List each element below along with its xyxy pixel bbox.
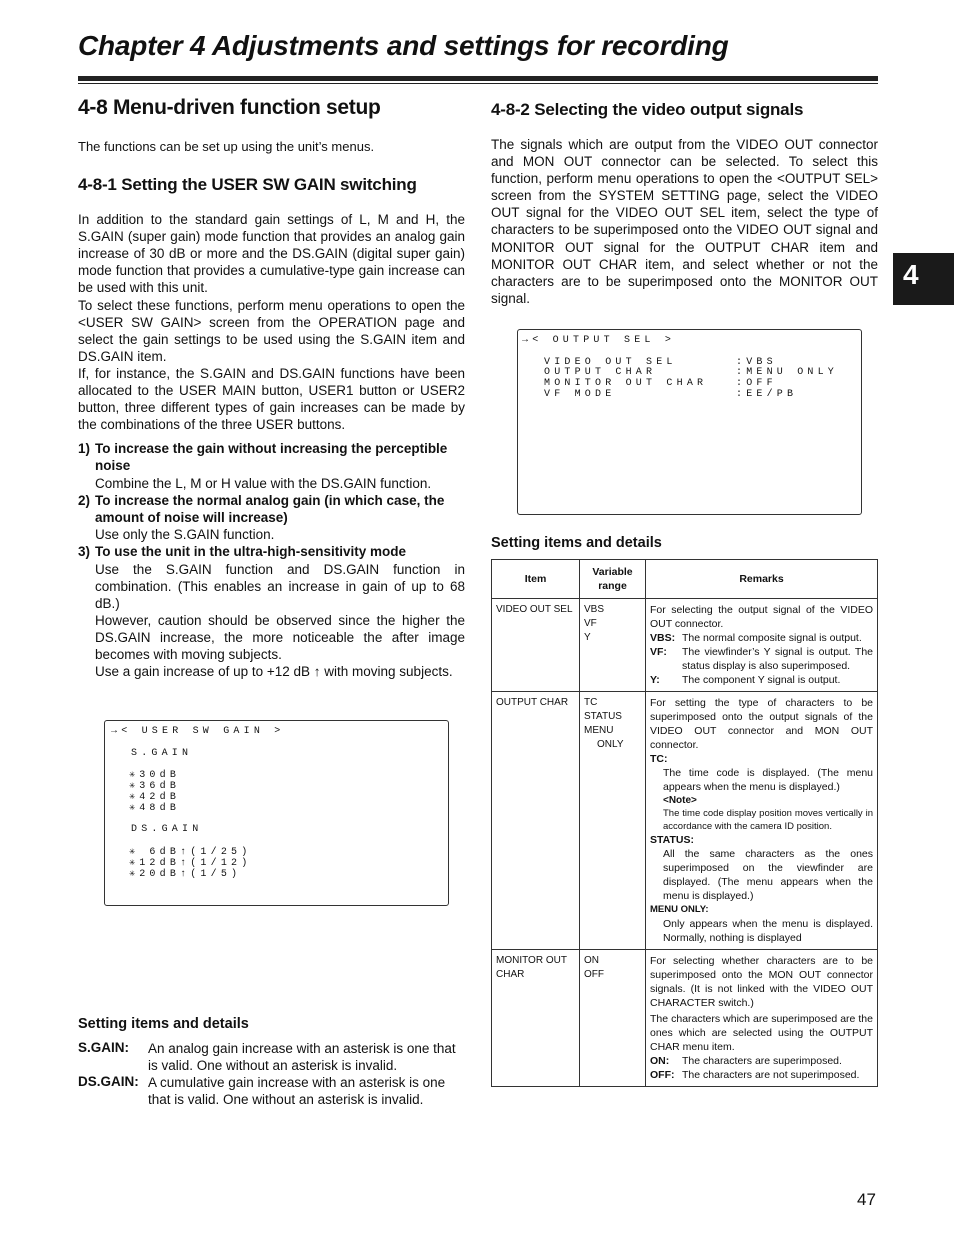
table-cell-item: OUTPUT CHAR [492,692,580,950]
remark-note-text: The time code display position moves vertically in accordance with the camera ID position. [663,808,873,832]
screen-line-sgain: S.GAIN [131,748,193,759]
remark-menu-only-label: MENU ONLY: [650,904,709,915]
def-term-sgain: S.GAIN: [78,1040,130,1055]
output-details-title: Setting items and details [491,535,662,551]
table-cell-item: MONITOR OUT CHAR [492,950,580,1087]
screen-line-20db: ✳20dB↑(1/5) [129,869,242,880]
chapter-tab-marker: 4 [893,253,954,305]
gain-para-1: In addition to the standard gain settings of L, M and H, the S.GAIN (super gain) mode function that provides an analog gain increase of 30 dB or more and the DS.GAIN (digital super gain) mode function that provides a cumulative-type gain increase can be used with this unit. [78,212,465,296]
output-sel-screen [517,329,862,515]
table-header-range: Variable range [580,560,646,599]
list-item-2-head [78,492,465,526]
range-value: ONLY [597,739,624,750]
screen-row-monitor-out-char-value: :OFF [736,378,777,389]
def-term-dsgain: DS.GAIN: [78,1074,139,1089]
table-cell-remarks [646,599,878,692]
gain-para-3: If, for instance, the S.GAIN and DS.GAIN functions have been allocated to the USER MAIN button, USER1 button or USER2 button, three different types of gain increases can be made by the combinations of the three USER buttons. [78,366,465,433]
subsection-title-gain: 4-8-1 Setting the USER SW GAIN switching [78,175,417,194]
range-value: MENU [584,725,614,736]
user-sw-gain-screen [104,720,449,906]
remark-tc-label: TC: [650,753,668,765]
remark-value: The normal composite signal is output. [682,632,862,644]
range-value: OFF [584,969,604,980]
remark-note-label: <Note> [663,795,697,806]
screen-row-video-out-sel-value: :VBS [736,357,777,368]
list-item-3-title: To use the unit in the ultra-high-sensitivity mode [95,544,407,559]
range-value: VBS [584,604,605,615]
list-item-2-title: To increase the normal analog gain (in which case, the amount of noise will increase) [95,493,445,526]
table-cell-remarks [646,692,878,950]
remark-status-label: STATUS: [650,834,694,846]
table-header-item: Item [492,560,580,599]
list-item-3-num: 3) [78,544,91,559]
page-number: 47 [857,1190,876,1209]
screen-line-dsgain: DS.GAIN [131,824,203,835]
remark-intro-2: The characters which are superimposed are the ones which are selected using the OUTPUT CHAR menu item. [650,1013,873,1053]
list-item-3-body-3: Use a gain increase of up to +12 dB ↑ with moving subjects. [95,664,453,679]
section-title: 4-8 Menu-driven function setup [78,96,381,119]
screen-line-title: →< USER SW GAIN > [111,726,285,737]
table-cell-range [580,950,646,1087]
table-cell-range [580,599,646,692]
table-cell-range [580,692,646,950]
settings-table [491,559,878,1087]
screen-row-vf-mode-value: :EE/PB [736,389,798,400]
list-item-2-body: Use only the S.GAIN function. [95,527,275,542]
remark-menu-only-text: Only appears when the menu is displayed. Normally, nothing is displayed [663,918,873,944]
list-item-2-num: 2) [78,493,91,508]
section-intro: The functions can be set up using the unit’s menus. [78,139,375,154]
screen-row-monitor-out-char-label: MONITOR OUT CHAR [544,378,708,389]
table-row [492,950,878,1087]
list-item-1-head [78,440,465,474]
screen-line-42db: ✳42dB [129,792,181,803]
range-value: VF [584,618,597,629]
remark-key: OFF: [650,1069,675,1081]
remark-intro: For selecting the output signal of the VIDEO OUT connector. [650,604,873,630]
remark-key: Y: [650,674,660,686]
screen-row-output-char-value: :MENU ONLY [736,367,839,378]
chapter-rule [78,76,878,81]
screen-row-video-out-sel-label: VIDEO OUT SEL [544,357,677,368]
remark-intro: For selecting whether characters are to be superimposed onto the MON OUT connector signals. (It is not linked with the VIDEO OUT CHARACTER switch.) [650,955,873,1009]
range-value: Y [584,632,591,643]
remark-status-text: All the same characters as the ones superimposed on the viewfinder are displayed. (The menu appears when the menu is displayed.) [663,848,873,902]
range-value: STATUS [584,711,622,722]
remark-key: VBS: [650,632,676,644]
screen-output-title: →< OUTPUT SEL > [522,335,676,346]
chapter-title: Chapter 4 Adjustments and settings for recording [78,30,729,61]
gain-para-2: To select these functions, perform menu operations to open the <USER SW GAIN> screen from the OPERATION page and select the gain settings to be used using the S.GAIN item and DS.GAIN item. [78,298,465,365]
remark-key: VF: [650,646,667,658]
remark-value: The characters are not superimposed. [682,1069,860,1081]
screen-line-30db: ✳30dB [129,770,181,781]
screen-line-6db: ✳ 6dB↑(1/25) [129,847,252,858]
range-value: ON [584,955,599,966]
screen-row-output-char-label: OUTPUT CHAR [544,367,657,378]
def-text-sgain: An analog gain increase with an asterisk is one that is valid. One without an asterisk is invalid. [148,1041,456,1074]
screen-row-vf-mode-label: VF MODE [544,389,616,400]
def-text-dsgain: A cumulative gain increase with an asterisk is one that is valid. One without an asterisk is invalid. [148,1075,446,1108]
list-item-3-body: Use the S.GAIN function and DS.GAIN function in combination. (This enables an increase in gain of up to 68 dB.) [95,562,465,612]
list-item-1-body: Combine the L, M or H value with the DS.GAIN function. [95,476,432,491]
remark-value: The viewfinder’s Y signal is output. The status display is also superimposed. [682,646,873,672]
list-item-3-head [78,543,465,560]
screen-line-36db: ✳36dB [129,781,181,792]
table-cell-remarks [646,950,878,1087]
remark-key: ON: [650,1055,670,1067]
table-header-row [492,560,878,599]
remark-value: The component Y signal is output. [682,674,841,686]
list-item-1-title: To increase the gain without increasing the perceptible noise [95,441,448,474]
table-row [492,599,878,692]
remark-value: The characters are superimposed. [682,1055,842,1067]
table-cell-item: VIDEO OUT SEL [492,599,580,692]
table-header-remarks: Remarks [646,560,878,599]
list-item-1-num: 1) [78,441,91,456]
screen-line-48db: ✳48dB [129,803,181,814]
subsection-title-output: 4-8-2 Selecting the video output signals [491,100,804,119]
range-value: TC [584,697,598,708]
table-row [492,692,878,950]
remark-intro: For setting the type of characters to be superimposed onto the output signals of the VIDEO OUT connector and MON OUT connector. [650,697,873,751]
gain-details-title: Setting items and details [78,1016,249,1032]
output-para-1: The signals which are output from the VIDEO OUT connector and MON OUT connector can be selected. To select this function, perform menu operations to open the <OUTPUT SEL> screen from the SYSTEM SETTING page, select the VIDEO OUT signal for the VIDEO OUT SEL item, select the type of characters to be superimposed onto the VIDEO OUT signal and MONITOR OUT signal for the OUTPUT CHAR item and MONITOR OUT CHAR item, and select whether or not the characters are to be superimposed onto the MONITOR OUT signal. [491,137,878,306]
list-item-3-body-2: However, caution should be observed since the higher the DS.GAIN increase, the more noticeable the after image becomes with moving subjects. [95,613,465,663]
remark-tc-text: The time code is displayed. (The menu appears when the menu is displayed.) [663,767,873,793]
screen-line-12db: ✳12dB↑(1/12) [129,858,252,869]
chapter-rule-thin [78,83,878,84]
